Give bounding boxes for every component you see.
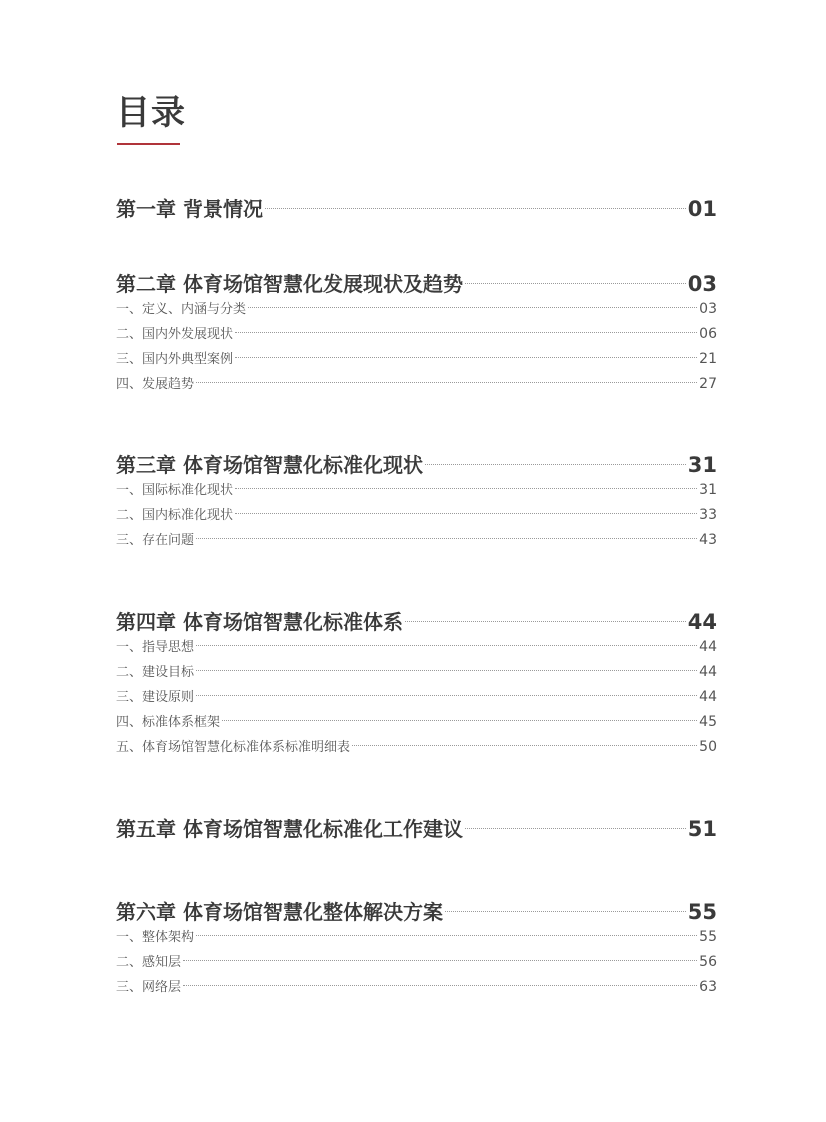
section-entry[interactable] xyxy=(116,711,717,736)
dot-leader xyxy=(196,538,697,539)
chapter-entry[interactable] xyxy=(116,606,717,636)
chapter-page-number: 01 xyxy=(687,197,717,221)
chapter-1 xyxy=(116,193,717,223)
dot-leader xyxy=(265,208,686,209)
chapter-6 xyxy=(116,896,717,1001)
dot-leader xyxy=(235,488,697,489)
chapter-page-number: 31 xyxy=(687,453,717,477)
section-title: 三、存在问题 xyxy=(116,533,195,548)
section-title: 三、建设原则 xyxy=(116,690,195,705)
chapter-entry[interactable] xyxy=(116,896,717,926)
section-page-number: 56 xyxy=(699,954,717,970)
chapter-title: 第二章 体育场馆智慧化发展现状及趋势 xyxy=(116,272,463,296)
section-page-number: 21 xyxy=(699,351,717,367)
chapter-page-number: 55 xyxy=(687,900,717,924)
dot-leader xyxy=(196,645,697,646)
section-page-number: 44 xyxy=(699,689,717,705)
section-title: 二、国内外发展现状 xyxy=(116,327,234,342)
section-page-number: 27 xyxy=(699,376,717,392)
chapter-entry[interactable] xyxy=(116,813,717,843)
chapter-title: 第五章 体育场馆智慧化标准化工作建议 xyxy=(116,817,463,841)
section-entry[interactable] xyxy=(116,661,717,686)
section-title: 三、网络层 xyxy=(116,980,182,995)
section-entry[interactable] xyxy=(116,976,717,1001)
section-entry[interactable] xyxy=(116,323,717,348)
chapter-title: 第六章 体育场馆智慧化整体解决方案 xyxy=(116,900,443,924)
chapter-page-number: 44 xyxy=(687,610,717,634)
dot-leader xyxy=(465,828,686,829)
dot-leader xyxy=(183,960,697,961)
dot-leader xyxy=(222,720,697,721)
section-title: 二、感知层 xyxy=(116,955,182,970)
dot-leader xyxy=(445,911,686,912)
dot-leader xyxy=(235,332,697,333)
section-entry[interactable] xyxy=(116,479,717,504)
dot-leader xyxy=(196,670,697,671)
dot-leader xyxy=(235,513,697,514)
section-page-number: 63 xyxy=(699,979,717,995)
section-entry[interactable] xyxy=(116,926,717,951)
section-page-number: 44 xyxy=(699,664,717,680)
section-title: 四、标准体系框架 xyxy=(116,715,221,730)
chapter-title: 第一章 背景情况 xyxy=(116,197,263,221)
chapter-page-number: 03 xyxy=(687,272,717,296)
section-page-number: 50 xyxy=(699,739,717,755)
dot-leader xyxy=(248,307,697,308)
chapter-entry[interactable] xyxy=(116,268,717,298)
dot-leader xyxy=(465,283,686,284)
section-title: 五、体育场馆智慧化标准体系标准明细表 xyxy=(116,740,351,755)
section-title: 一、指导思想 xyxy=(116,640,195,655)
chapter-entry[interactable] xyxy=(116,193,717,223)
section-title: 二、建设目标 xyxy=(116,665,195,680)
section-page-number: 33 xyxy=(699,507,717,523)
dot-leader xyxy=(196,695,697,696)
chapter-5 xyxy=(116,813,717,843)
chapter-page-number: 51 xyxy=(687,817,717,841)
dot-leader xyxy=(425,464,686,465)
table-of-contents xyxy=(116,0,717,1122)
section-title: 二、国内标准化现状 xyxy=(116,508,234,523)
section-page-number: 03 xyxy=(699,301,717,317)
section-title: 一、国际标准化现状 xyxy=(116,483,234,498)
dot-leader xyxy=(183,985,697,986)
section-entry[interactable] xyxy=(116,636,717,661)
section-page-number: 43 xyxy=(699,532,717,548)
dot-leader xyxy=(196,935,697,936)
section-page-number: 06 xyxy=(699,326,717,342)
section-page-number: 31 xyxy=(699,482,717,498)
section-entry[interactable] xyxy=(116,373,717,398)
section-title: 四、发展趋势 xyxy=(116,377,195,392)
section-page-number: 45 xyxy=(699,714,717,730)
section-page-number: 55 xyxy=(699,929,717,945)
dot-leader xyxy=(235,357,697,358)
section-entry[interactable] xyxy=(116,951,717,976)
dot-leader xyxy=(405,621,686,622)
dot-leader xyxy=(196,382,697,383)
section-entry[interactable] xyxy=(116,686,717,711)
section-entry[interactable] xyxy=(116,298,717,323)
section-entry[interactable] xyxy=(116,348,717,373)
chapter-entry[interactable] xyxy=(116,449,717,479)
chapter-2 xyxy=(116,268,717,398)
chapter-4 xyxy=(116,606,717,761)
section-title: 一、整体架构 xyxy=(116,930,195,945)
chapter-title: 第四章 体育场馆智慧化标准体系 xyxy=(116,610,403,634)
section-entry[interactable] xyxy=(116,736,717,761)
section-entry[interactable] xyxy=(116,529,717,554)
dot-leader xyxy=(352,745,697,746)
section-page-number: 44 xyxy=(699,639,717,655)
section-title: 一、定义、内涵与分类 xyxy=(116,302,247,317)
chapter-3 xyxy=(116,449,717,554)
page-title: 目录 xyxy=(116,93,186,133)
section-entry[interactable] xyxy=(116,504,717,529)
section-title: 三、国内外典型案例 xyxy=(116,352,234,367)
chapter-title: 第三章 体育场馆智慧化标准化现状 xyxy=(116,453,423,477)
